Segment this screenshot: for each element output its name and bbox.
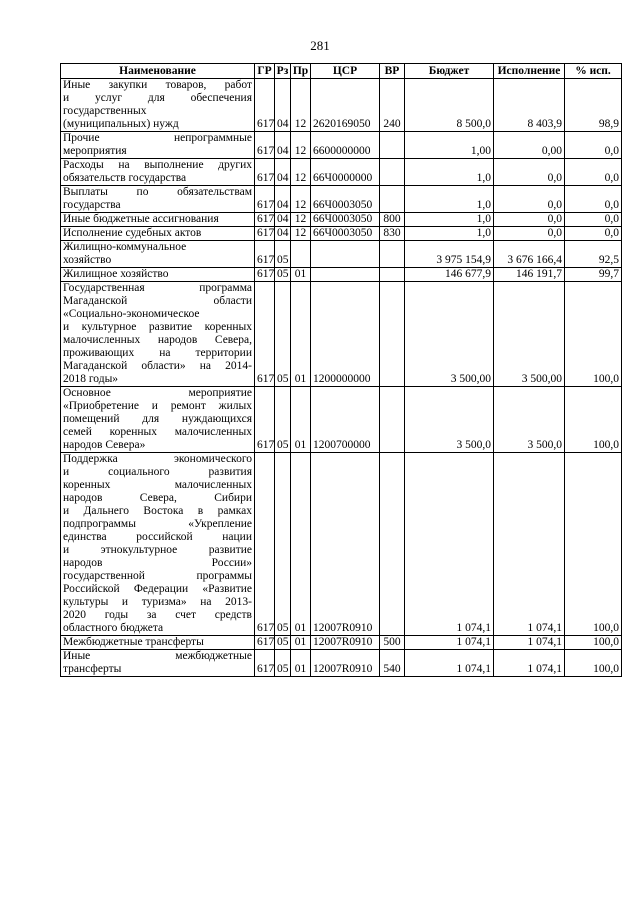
row-budget: 3 500,00 [405, 282, 494, 387]
row-percent: 92,5 [565, 241, 622, 268]
row-percent: 99,7 [565, 268, 622, 282]
row-pr: 01 [291, 268, 311, 282]
row-pr [291, 241, 311, 268]
row-percent: 100,0 [565, 636, 622, 650]
row-csr: 66Ч0000000 [311, 159, 380, 186]
row-vr: 540 [380, 650, 405, 677]
row-execution: 1 074,1 [494, 453, 565, 636]
row-name-line: «Социально-экономическое [63, 308, 200, 320]
row-name-line: государственных [63, 105, 147, 117]
row-name-line: малочисленных народов Севера, [63, 334, 252, 346]
row-name-line: Иные бюджетные ассигнования [63, 213, 219, 225]
row-csr: 66Ч0003050 [311, 227, 380, 241]
row-name-line: народов Севера» [63, 439, 146, 451]
row-execution: 0,0 [494, 227, 565, 241]
row-name-line: Магаданской области» на 2014- [63, 360, 252, 372]
row-budget: 8 500,0 [405, 79, 494, 132]
row-rz: 04 [275, 132, 291, 159]
table-row [61, 213, 622, 227]
row-name-line: Прочие непрограммные [63, 132, 252, 144]
row-vr [380, 241, 405, 268]
row-gr: 617 [255, 453, 275, 636]
row-name-line: помещений для нуждающихся [63, 413, 252, 425]
row-gr: 617 [255, 159, 275, 186]
row-vr [380, 453, 405, 636]
row-vr [380, 268, 405, 282]
row-name-line: обязательств государства [63, 172, 187, 184]
row-name-line: и социального развития [63, 466, 252, 478]
row-name-line: Жилищное хозяйство [63, 268, 169, 280]
table-row [61, 650, 622, 677]
row-name-line: Поддержка экономического [63, 453, 252, 465]
row-vr [380, 387, 405, 453]
row-name-line: единства российской нации [63, 531, 252, 543]
row-execution: 8 403,9 [494, 79, 565, 132]
header-vr: ВР [380, 64, 405, 79]
row-name-line: культуры и туризма» на 2013- [63, 596, 252, 608]
row-execution: 1 074,1 [494, 650, 565, 677]
row-csr [311, 241, 380, 268]
row-budget: 1,0 [405, 213, 494, 227]
row-gr: 617 [255, 241, 275, 268]
row-budget: 1 074,1 [405, 650, 494, 677]
row-name-line: Основное мероприятие [63, 387, 252, 399]
row-name-line: 2020 годы за счет средств [63, 609, 252, 621]
row-pr: 12 [291, 186, 311, 213]
row-csr [311, 268, 380, 282]
row-gr: 617 [255, 79, 275, 132]
row-percent: 0,0 [565, 213, 622, 227]
row-execution: 146 191,7 [494, 268, 565, 282]
row-name-line: коренных малочисленных [63, 479, 252, 491]
row-name-line: и услуг для обеспечения [63, 92, 252, 104]
row-name-line: государства [63, 199, 121, 211]
row-csr: 12007R0910 [311, 650, 380, 677]
row-rz: 05 [275, 268, 291, 282]
row-name [61, 282, 255, 387]
row-percent: 100,0 [565, 650, 622, 677]
row-vr [380, 186, 405, 213]
row-pr: 01 [291, 453, 311, 636]
row-name-line: Исполнение судебных актов [63, 227, 202, 239]
header-csr: ЦСР [311, 64, 380, 79]
row-execution: 0,0 [494, 159, 565, 186]
row-gr: 617 [255, 636, 275, 650]
row-csr: 12007R0910 [311, 636, 380, 650]
row-execution: 0,00 [494, 132, 565, 159]
table-row [61, 636, 622, 650]
table-row [61, 387, 622, 453]
row-pr: 12 [291, 213, 311, 227]
row-name-line: Иные межбюджетные [63, 650, 252, 662]
row-budget: 1,0 [405, 186, 494, 213]
row-rz: 04 [275, 213, 291, 227]
row-name-line: проживающих на территории [63, 347, 252, 359]
row-name-line: (муниципальных) нужд [63, 118, 179, 130]
row-csr: 66Ч0003050 [311, 186, 380, 213]
row-csr: 1200700000 [311, 387, 380, 453]
row-vr: 500 [380, 636, 405, 650]
row-name-line: хозяйство [63, 254, 112, 266]
table-row [61, 186, 622, 213]
header-name: Наименование [61, 64, 255, 79]
row-name-line: Межбюджетные трансферты [63, 636, 204, 648]
row-vr: 240 [380, 79, 405, 132]
row-pr: 01 [291, 636, 311, 650]
row-percent: 100,0 [565, 387, 622, 453]
row-name-line: и этнокультурное развитие [63, 544, 252, 556]
row-pr: 12 [291, 79, 311, 132]
row-gr: 617 [255, 387, 275, 453]
row-name [61, 132, 255, 159]
row-name [61, 213, 255, 227]
row-rz: 05 [275, 453, 291, 636]
row-name-line: подпрограммы «Укрепление [63, 518, 252, 530]
row-rz: 04 [275, 79, 291, 132]
row-name-line: семей коренных малочисленных [63, 426, 252, 438]
row-name-line: Российской Федерации «Развитие [63, 583, 252, 595]
row-name-line: Расходы на выполнение других [63, 159, 252, 171]
table-header-row [61, 64, 622, 79]
header-execution: Исполнение [494, 64, 565, 79]
row-name-line: Государственная программа [63, 282, 252, 294]
header-percent: % исп. [565, 64, 622, 79]
row-name [61, 79, 255, 132]
row-percent: 0,0 [565, 186, 622, 213]
row-csr: 6600000000 [311, 132, 380, 159]
row-pr: 01 [291, 387, 311, 453]
row-budget: 1,00 [405, 132, 494, 159]
row-name [61, 387, 255, 453]
row-name-line: трансферты [63, 663, 122, 675]
row-pr: 12 [291, 159, 311, 186]
row-pr: 12 [291, 132, 311, 159]
row-percent: 100,0 [565, 282, 622, 387]
row-name-line: мероприятия [63, 145, 127, 157]
row-name-line: и культурное развитие коренных [63, 321, 252, 333]
table-row [61, 241, 622, 268]
row-vr [380, 282, 405, 387]
row-csr: 12007R0910 [311, 453, 380, 636]
row-gr: 617 [255, 186, 275, 213]
header-gr: ГР [255, 64, 275, 79]
row-execution: 3 500,0 [494, 387, 565, 453]
row-gr: 617 [255, 268, 275, 282]
row-name-line: Магаданской области [63, 295, 252, 307]
row-rz: 04 [275, 159, 291, 186]
row-name-line: Выплаты по обязательствам [63, 186, 252, 198]
row-pr: 12 [291, 227, 311, 241]
row-budget: 1,0 [405, 159, 494, 186]
row-name-line: 2018 годы» [63, 373, 119, 385]
row-name-line: и Дальнего Востока в рамках [63, 505, 252, 517]
table-row [61, 132, 622, 159]
row-name [61, 636, 255, 650]
table-row [61, 159, 622, 186]
row-name-line: государственной программы [63, 570, 252, 582]
row-vr [380, 159, 405, 186]
row-rz: 05 [275, 650, 291, 677]
row-name-line: народов России» [63, 557, 252, 569]
row-name-line: «Приобретение и ремонт жилых [63, 400, 252, 412]
row-name [61, 453, 255, 636]
row-percent: 98,9 [565, 79, 622, 132]
row-execution: 0,0 [494, 186, 565, 213]
row-execution: 3 500,00 [494, 282, 565, 387]
budget-table [60, 63, 622, 677]
row-percent: 0,0 [565, 159, 622, 186]
row-budget: 1,0 [405, 227, 494, 241]
row-rz: 05 [275, 636, 291, 650]
row-rz: 05 [275, 241, 291, 268]
row-name-line: Жилищно-коммунальное [63, 241, 187, 253]
table-row [61, 282, 622, 387]
table-row [61, 79, 622, 132]
row-gr: 617 [255, 650, 275, 677]
row-name [61, 241, 255, 268]
row-vr: 800 [380, 213, 405, 227]
row-rz: 04 [275, 227, 291, 241]
row-pr: 01 [291, 650, 311, 677]
row-pr: 01 [291, 282, 311, 387]
row-name-line: Иные закупки товаров, работ [63, 79, 252, 91]
header-budget: Бюджет [405, 64, 494, 79]
row-name-line: народов Севера, Сибири [63, 492, 252, 504]
row-budget: 146 677,9 [405, 268, 494, 282]
row-percent: 0,0 [565, 227, 622, 241]
row-vr [380, 132, 405, 159]
row-csr: 66Ч0003050 [311, 213, 380, 227]
row-gr: 617 [255, 132, 275, 159]
row-budget: 3 975 154,9 [405, 241, 494, 268]
table-row [61, 453, 622, 636]
row-name [61, 650, 255, 677]
row-percent: 0,0 [565, 132, 622, 159]
table-row [61, 268, 622, 282]
row-name [61, 227, 255, 241]
row-execution: 0,0 [494, 213, 565, 227]
row-name-line: областного бюджета [63, 622, 164, 634]
row-name [61, 159, 255, 186]
row-rz: 05 [275, 387, 291, 453]
row-vr: 830 [380, 227, 405, 241]
row-gr: 617 [255, 282, 275, 387]
row-gr: 617 [255, 227, 275, 241]
row-csr: 2620169050 [311, 79, 380, 132]
row-gr: 617 [255, 213, 275, 227]
row-budget: 1 074,1 [405, 636, 494, 650]
header-pr: Пр [291, 64, 311, 79]
row-csr: 1200000000 [311, 282, 380, 387]
header-rz: Рз [275, 64, 291, 79]
row-execution: 3 676 166,4 [494, 241, 565, 268]
row-name [61, 186, 255, 213]
row-name [61, 268, 255, 282]
row-rz: 05 [275, 282, 291, 387]
row-rz: 04 [275, 186, 291, 213]
row-execution: 1 074,1 [494, 636, 565, 650]
table-row [61, 227, 622, 241]
row-percent: 100,0 [565, 453, 622, 636]
row-budget: 3 500,0 [405, 387, 494, 453]
page-number: 281 [310, 38, 330, 53]
row-budget: 1 074,1 [405, 453, 494, 636]
